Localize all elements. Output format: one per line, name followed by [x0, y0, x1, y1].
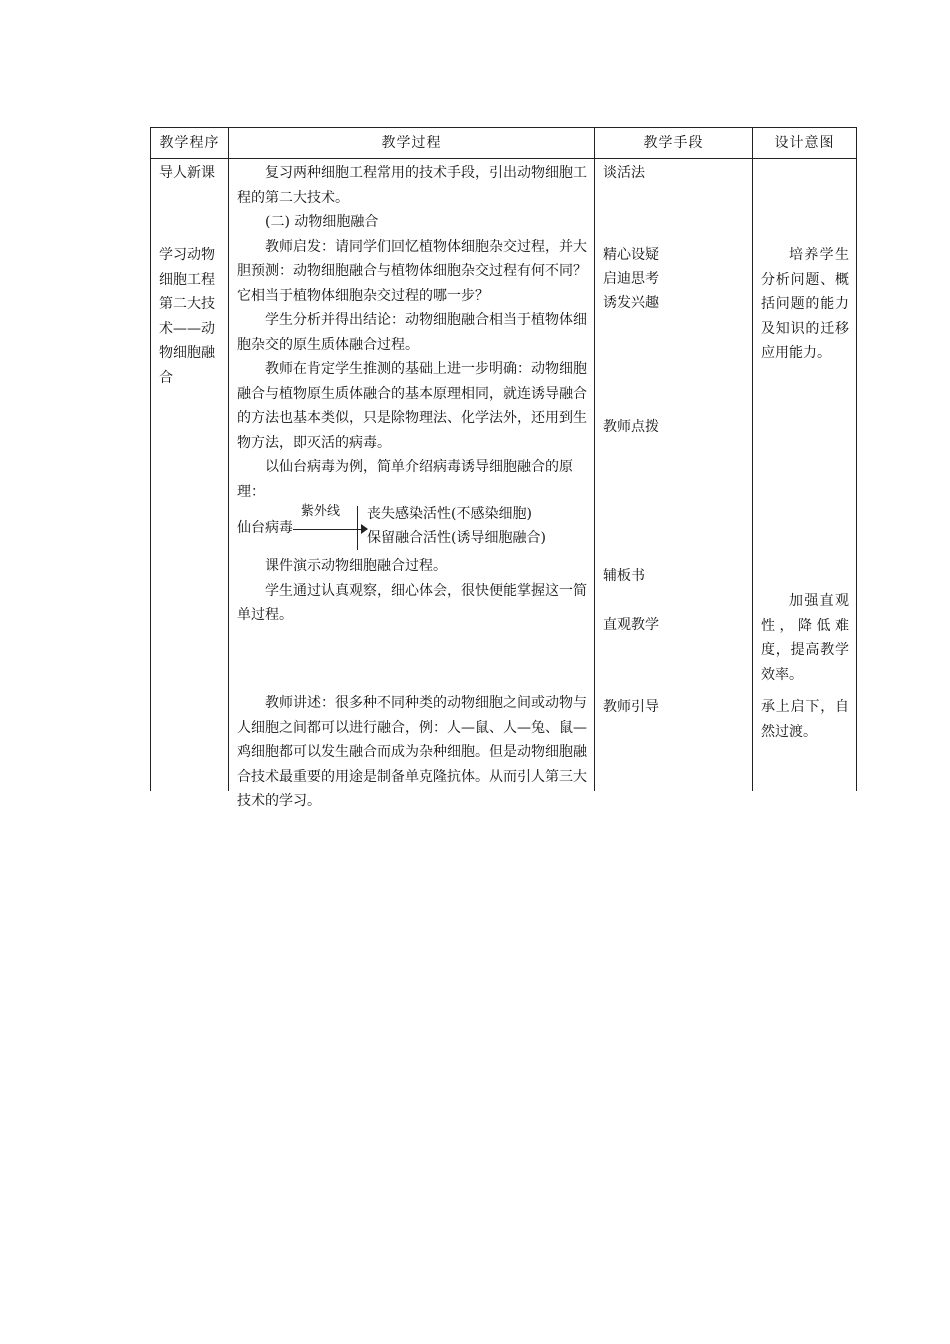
header-intent: 设计意图	[753, 128, 857, 159]
procedure-intro: 导人新课	[159, 165, 215, 181]
means-item: 辅板书	[603, 568, 645, 584]
means-cell	[595, 159, 753, 792]
diagram-arrow-label: 紫外线	[301, 504, 341, 519]
diagram-branch-1: 丧失感染活性(不感染细胞)	[367, 506, 532, 522]
lesson-plan-table	[150, 127, 857, 809]
diagram-arrow-line	[293, 529, 365, 530]
table-row	[151, 159, 857, 792]
means-item: 诱发兴趣	[603, 295, 659, 311]
diagram-brace	[357, 506, 364, 550]
process-paragraph: 教师在肯定学生推测的基础上进一步明确：动物细胞融合与植物原生质体融合的基本原理相同，就连诱导融合的方法也基本类似，只是除物理法、化学法外，还用到生物方法，即灭活的病毒。	[237, 361, 587, 451]
table-header-row	[151, 128, 857, 159]
diagram-branch-2: 保留融合活性(诱导细胞融合)	[367, 530, 546, 546]
process-cell	[229, 159, 595, 809]
header-means: 教学手段	[595, 128, 753, 159]
process-paragraph: 教师启发：请同学们回忆植物体细胞杂交过程，并大胆预测：动物细胞融合与植物体细胞杂交过程有何不同？它相当于植物体细胞杂交过程的哪一步？	[237, 238, 587, 304]
sendai-virus-diagram	[237, 504, 589, 554]
intent-text: 培养学生分析问题、概括问题的能力及知识的迁移应用能力。	[761, 247, 849, 361]
process-subheading: (二) 动物细胞融合	[265, 214, 379, 230]
diagram-virus-label: 仙台病毒	[237, 520, 293, 536]
means-item: 启迪思考	[603, 271, 659, 287]
means-item: 教师引导	[603, 699, 659, 715]
process-paragraph: 课件演示动物细胞融合过程。	[265, 558, 447, 574]
means-item: 精心设疑	[603, 247, 659, 263]
procedure-study: 学习动物细胞工程第二大技术——动物细胞融合	[159, 247, 215, 386]
process-paragraph: 教师讲述：很多种不同种类的动物细胞之间或动物与人细胞之间都可以进行融合，例：人—鼠、人—兔、鼠—鸡细胞都可以发生融合而成为杂种细胞。但是动物细胞融合技术最重要的用途是制备单克隆抗体。从而引人第三大技术的学习。	[237, 695, 587, 809]
means-item: 教师点拨	[603, 419, 659, 435]
intent-cell	[753, 159, 857, 792]
lesson-plan-sheet	[150, 127, 856, 809]
means-item: 直观教学	[603, 617, 659, 633]
process-paragraph: 以仙台病毒为例，简单介绍病毒诱导细胞融合的原理：	[237, 459, 573, 500]
process-paragraph: 学生通过认真观察，细心体会，很快便能掌握这一简单过程。	[237, 582, 587, 623]
header-procedure: 教学程序	[151, 128, 229, 159]
means-item: 谈活法	[603, 165, 645, 181]
intent-text: 承上启下，自然过渡。	[761, 699, 849, 740]
procedure-cell	[151, 159, 229, 792]
process-paragraph: 复习两种细胞工程常用的技术手段，引出动物细胞工程的第二大技术。	[237, 165, 587, 206]
intent-text: 加强直观性，降低难度，提高教学效率。	[761, 593, 849, 683]
header-process: 教学过程	[229, 128, 595, 159]
process-paragraph: 学生分析并得出结论：动物细胞融合相当于植物体细胞杂交的原生质体融合过程。	[237, 312, 587, 353]
